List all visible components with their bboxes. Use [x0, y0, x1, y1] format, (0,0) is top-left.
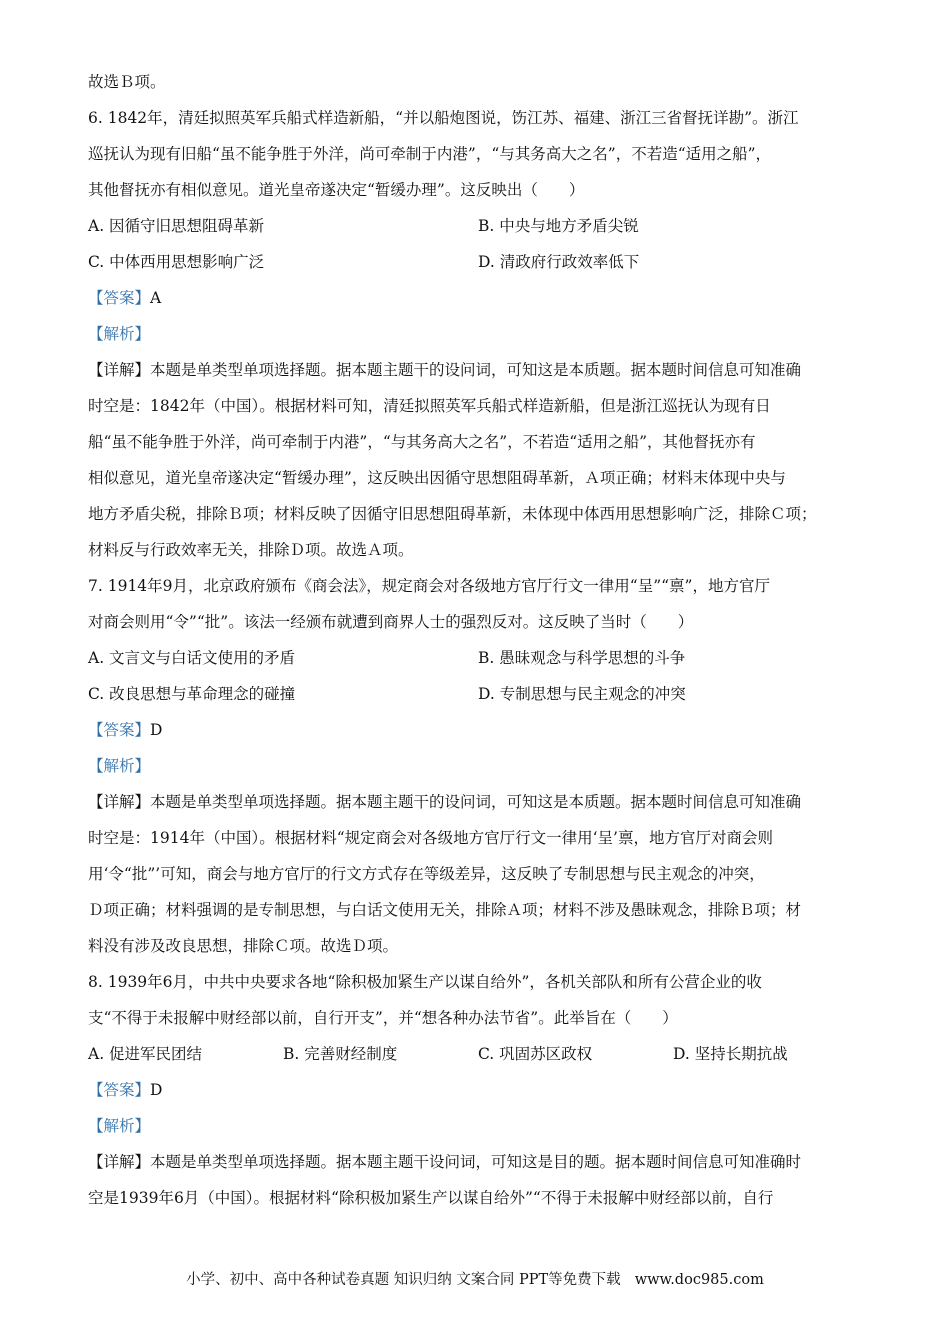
q8-options-row [88, 1036, 868, 1072]
q7-option-d: D. 专制思想与民主观念的冲突 [478, 685, 686, 703]
detail-tag: 【详解】 [88, 361, 151, 379]
question-7 [88, 568, 868, 964]
q7-answer [88, 712, 868, 748]
answer-value: D [150, 721, 163, 739]
q8-stem-line: 支“不得于未报解中财经部以前，自行开支”，并“想各种办法节省”。此举旨在（ ） [88, 1009, 678, 1027]
q6-detail-line: 船“虽不能争胜于外洋，尚可牵制于内港”，“与其务高大之名”，不若造“适用之船”，其他督抚亦有 [88, 433, 756, 451]
q8-answer [88, 1072, 868, 1108]
footer-text: 小学、初中、高中各种试卷真题 知识归纳 文案合同 PPT等免费下载 [186, 1272, 621, 1288]
answer-tag: 【答案】 [88, 1081, 151, 1099]
document-page [88, 64, 868, 1216]
q6-option-c: C. 中体西用思想影响广泛 [88, 253, 265, 271]
answer-tag: 【答案】 [88, 721, 151, 739]
q7-options-row [88, 640, 868, 676]
answer-value: A [150, 289, 162, 307]
question-8 [88, 964, 868, 1216]
q6-stem-line: 其他督抚亦有相似意见。道光皇帝遂决定“暂缓办理”。这反映出（ ） [88, 181, 585, 199]
detail-text: 本题是单类型单项选择题。据本题主题干的设问词，可知这是本质题。据本题时间信息可知准确 [150, 361, 802, 379]
q6-stem-line: 6. 1842年，清廷拟照英军兵船式样造新船，“并以船炮图说，饬江苏、福建、浙江三省督抚详勘”。浙江 [88, 109, 799, 127]
q6-detail-line [88, 352, 868, 388]
q7-detail-line: 料没有涉及改良思想，排除Ｃ项。故选Ｄ项。 [88, 937, 399, 955]
q7-detail-line: Ｄ项正确；材料强调的是专制思想，与白话文使用无关，排除Ａ项；材料不涉及愚昧观念，排除Ｂ项；材 [88, 901, 802, 919]
q8-stem-line: 8. 1939年6月，中共中央要求各地“除积极加紧生产以谋自给外”，各机关部队和所有公营企业的收 [88, 973, 762, 991]
q7-analysis [88, 748, 868, 784]
answer-value: D [150, 1081, 163, 1099]
q8-option-d: D. 坚持长期抗战 [673, 1045, 788, 1063]
q8-analysis [88, 1108, 868, 1144]
q7-detail-line: 用‘令“批”’可知，商会与地方官厅的行文方式存在等级差异，这反映了专制思想与民主观念的冲突， [88, 865, 765, 883]
q5-conclusion: 故选Ｂ项。 [88, 73, 166, 91]
q8-option-a: A. 促进军民团结 [88, 1045, 203, 1063]
q6-option-b: B. 中央与地方矛盾尖锐 [478, 217, 639, 235]
detail-tag: 【详解】 [88, 1153, 151, 1171]
q6-option-d: D. 清政府行政效率低下 [478, 253, 640, 271]
q7-option-c: C. 改良思想与革命理念的碰撞 [88, 685, 296, 703]
analysis-tag: 【解析】 [88, 325, 151, 343]
q7-options-row [88, 676, 868, 712]
q7-option-b: B. 愚昧观念与科学思想的斗争 [478, 649, 686, 667]
q6-option-a: A. 因循守旧思想阻碍革新 [88, 217, 265, 235]
q7-detail-line [88, 784, 868, 820]
page-footer [0, 1268, 950, 1289]
q8-detail-line: 空是1939年6月（中国）。根据材料“除积极加紧生产以谋自给外”“不得于未报解中财经部以前，自行 [88, 1189, 774, 1207]
q6-detail-line: 相似意见，道光皇帝遂决定“暂缓办理”，这反映出因循守思想阻碍革新，Ａ项正确；材料末体现中央与 [88, 469, 786, 487]
q6-stem-line: 巡抚认为现有旧船“虽不能争胜于外洋，尚可牵制于内港”，“与其务高大之名”，不若造“适用之船”， [88, 145, 772, 163]
question-6 [88, 100, 868, 568]
q8-option-b: B. 完善财经制度 [283, 1045, 398, 1063]
q6-answer [88, 280, 868, 316]
q7-detail-line: 时空是：1914年（中国）。根据材料“规定商会对各级地方官厅行文一律用‘呈’禀，地方官厅对商会则 [88, 829, 773, 847]
q6-detail-line: 地方矛盾尖税，排除Ｂ项；材料反映了因循守旧思想阻碍革新，未体现中体西用思想影响广泛，排除Ｃ项； [88, 505, 817, 523]
detail-text: 本题是单类型单项选择题。据本题主题干的设问词，可知这是本质题。据本题时间信息可知准确 [150, 793, 802, 811]
detail-tag: 【详解】 [88, 793, 151, 811]
footer-site-link[interactable]: www.doc985.com [634, 1272, 764, 1288]
q6-analysis [88, 316, 868, 352]
q7-option-a: A. 文言文与白话文使用的矛盾 [88, 649, 296, 667]
q7-stem-line: 对商会则用“令”“批”。该法一经颁布就遭到商界人士的强烈反对。这反映了当时（ ） [88, 613, 694, 631]
q8-detail-line [88, 1144, 868, 1180]
q6-detail-line: 材料反与行政效率无关，排除Ｄ项。故选Ａ项。 [88, 541, 414, 559]
q8-option-c: C. 巩固苏区政权 [478, 1045, 593, 1063]
q7-stem-line: 7. 1914年9月，北京政府颁布《商会法》，规定商会对各级地方官厅行文一律用“呈”“禀”，地方官厅 [88, 577, 770, 595]
answer-tag: 【答案】 [88, 289, 151, 307]
analysis-tag: 【解析】 [88, 1117, 151, 1135]
q6-options-row [88, 208, 868, 244]
analysis-tag: 【解析】 [88, 757, 151, 775]
q6-options-row [88, 244, 868, 280]
q6-detail-line: 时空是：1842年（中国）。根据材料可知，清廷拟照英军兵船式样造新船，但是浙江巡抚认为现有日 [88, 397, 771, 415]
detail-text: 本题是单类型单项选择题。据本题主题干设问词，可知这是目的题。据本题时间信息可知准确时 [150, 1153, 802, 1171]
